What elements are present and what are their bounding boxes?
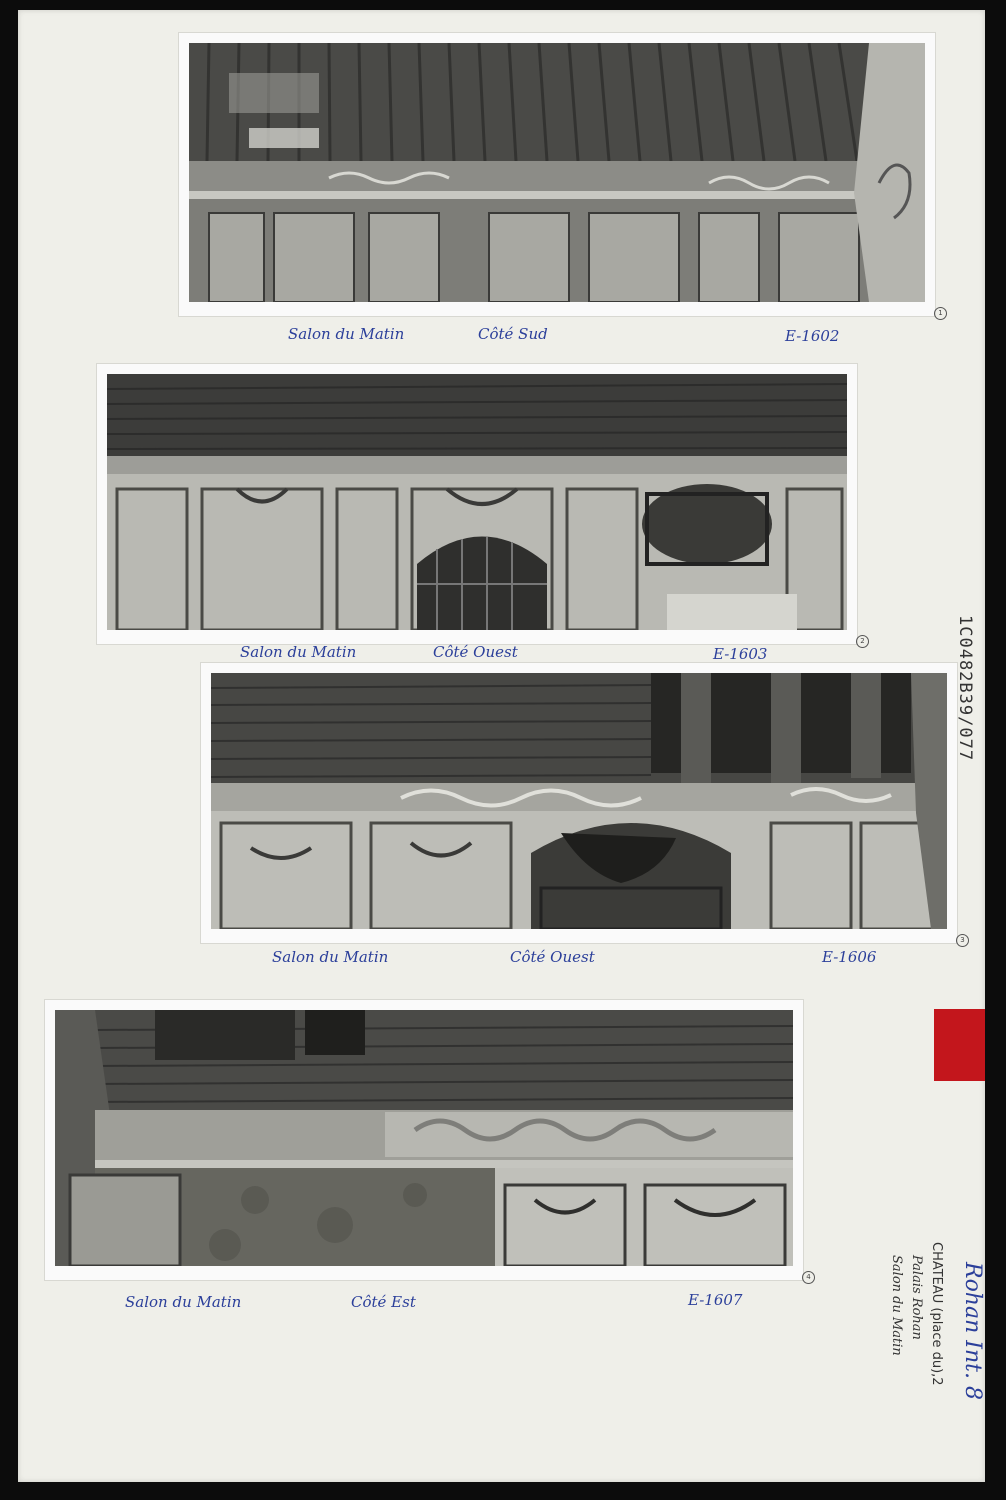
photo-2-caption-room: Salon du Matin: [240, 643, 357, 661]
photo-1-number: 1: [934, 307, 947, 320]
red-tab-marker: [934, 1009, 985, 1081]
side-label-line1: CHATEAU (place du),2: [929, 1242, 944, 1386]
photo-4-number: 4: [802, 1271, 815, 1284]
photo-3-image: [211, 673, 947, 929]
photo-3: [201, 663, 965, 944]
photo-2-number: 2: [856, 635, 869, 648]
photo-2-caption-ref: E-1603: [713, 645, 768, 663]
photo-4-caption-room: Salon du Matin: [125, 1293, 242, 1311]
photo-4: [45, 1000, 811, 1281]
photo-3-number: 3: [956, 934, 969, 947]
photo-3-caption-room: Salon du Matin: [272, 948, 389, 966]
photo-3-caption-side: Côté Ouest: [510, 948, 595, 966]
photo-1-caption-ref: E-1602: [785, 327, 840, 345]
photo-1-image: [189, 43, 925, 302]
photo-4-image: [55, 1010, 793, 1266]
photo-3-caption-ref: E-1606: [822, 948, 877, 966]
side-label-line3: Salon du Matin: [889, 1255, 904, 1356]
photo-2-image: [107, 374, 847, 630]
photo-1-caption-room: Salon du Matin: [288, 325, 405, 343]
photo-1-caption-side: Côté Sud: [478, 325, 548, 343]
side-label-title: Rohan Int. 8: [960, 1262, 985, 1400]
side-label-line2: Palais Rohan: [909, 1255, 924, 1340]
archive-stamp: 1C0482B39/077: [955, 615, 975, 762]
photo-4-caption-ref: E-1607: [688, 1291, 743, 1309]
photo-4-caption-side: Côté Est: [351, 1293, 416, 1311]
photo-1: [179, 33, 943, 317]
photo-2: [97, 364, 865, 645]
photo-2-caption-side: Côté Ouest: [433, 643, 518, 661]
